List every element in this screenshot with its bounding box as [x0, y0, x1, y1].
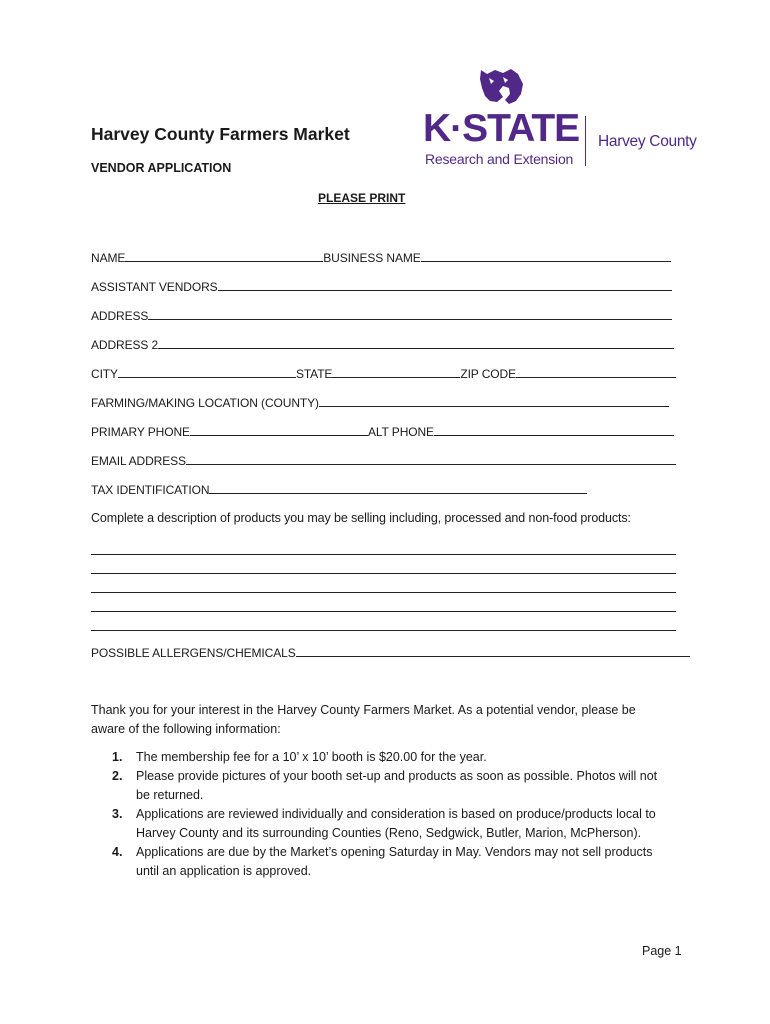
allergens-field[interactable] [296, 645, 690, 657]
kstate-logo [423, 64, 703, 174]
address2-label: ADDRESS 2 [91, 338, 159, 352]
tax-id-label: TAX IDENTIFICATION [91, 483, 210, 497]
address-row [91, 308, 672, 323]
products-line-3[interactable] [91, 592, 676, 593]
products-line-1[interactable] [91, 554, 676, 555]
email-field[interactable] [186, 453, 676, 465]
primary-phone-label: PRIMARY PHONE [91, 425, 190, 439]
allergens-label: POSSIBLE ALLERGENS/CHEMICALS [91, 646, 296, 660]
kstate-unit: Harvey County [598, 133, 697, 150]
farming-location-label: FARMING/MAKING LOCATION (COUNTY) [91, 396, 319, 410]
list-item: 3. Applications are reviewed individually and consideration is based on produce/products local to Harvey County and its surrounding Counties (Reno, Sedgwick, Butler, Marion, McPherson). [112, 807, 656, 840]
list-item: 2. Please provide pictures of your booth set-up and products as soon as possible. Photos will not be returned. [112, 769, 658, 802]
state-field[interactable] [332, 366, 460, 378]
logo-divider [585, 116, 586, 166]
business-name-label: BUSINESS NAME [323, 251, 421, 265]
state-label: STATE [295, 367, 333, 381]
business-name-field[interactable] [421, 250, 671, 262]
address2-field[interactable] [158, 337, 674, 349]
alt-phone-label: ALT PHONE [367, 425, 434, 439]
phone-row [91, 424, 674, 439]
alt-phone-field[interactable] [434, 424, 674, 436]
assistant-vendors-label: ASSISTANT VENDORS [91, 280, 218, 294]
page-number: Page 1 [642, 944, 682, 958]
assistant-vendors-row [91, 279, 672, 294]
address-field[interactable] [148, 308, 672, 320]
info-intro: Thank you for your interest in the Harvey County Farmers Market. As a potential vendor, please be aware of the following information: [91, 703, 636, 736]
city-row [91, 366, 676, 381]
farming-location-row [91, 395, 669, 410]
page-title: Harvey County Farmers Market [91, 124, 350, 144]
name-field[interactable] [125, 250, 323, 262]
tax-id-field[interactable] [209, 482, 587, 494]
email-row [91, 453, 676, 468]
address-label: ADDRESS [91, 309, 149, 323]
list-item: 1. The membership fee for a 10’ x 10’ booth is $20.00 for the year. [112, 750, 487, 764]
tax-id-row [91, 482, 587, 497]
products-prompt: Complete a description of products you may be selling including, processed and non-food products: [91, 511, 631, 525]
zip-field[interactable] [516, 366, 676, 378]
products-line-4[interactable] [91, 611, 676, 612]
list-item: 4. Applications are due by the Market’s opening Saturday in May. Vendors may not sell products until an application is approved. [112, 845, 653, 878]
products-line-5[interactable] [91, 630, 676, 631]
primary-phone-field[interactable] [190, 424, 368, 436]
name-label: NAME [91, 251, 126, 265]
form-subtitle: VENDOR APPLICATION [91, 161, 232, 175]
kstate-wordmark: K·STATE [423, 107, 580, 150]
name-row [91, 250, 671, 265]
products-line-2[interactable] [91, 573, 676, 574]
assistant-vendors-field[interactable] [218, 279, 672, 291]
print-instruction: PLEASE PRINT [318, 191, 406, 205]
farming-location-field[interactable] [319, 395, 669, 407]
info-list [91, 748, 671, 881]
address2-row [91, 337, 674, 352]
city-label: CITY [91, 367, 118, 381]
zip-label: ZIP CODE [460, 367, 516, 381]
city-field[interactable] [118, 366, 296, 378]
kstate-tagline: Research and Extension [425, 151, 574, 167]
allergens-row [91, 645, 690, 660]
email-label: EMAIL ADDRESS [91, 454, 186, 468]
